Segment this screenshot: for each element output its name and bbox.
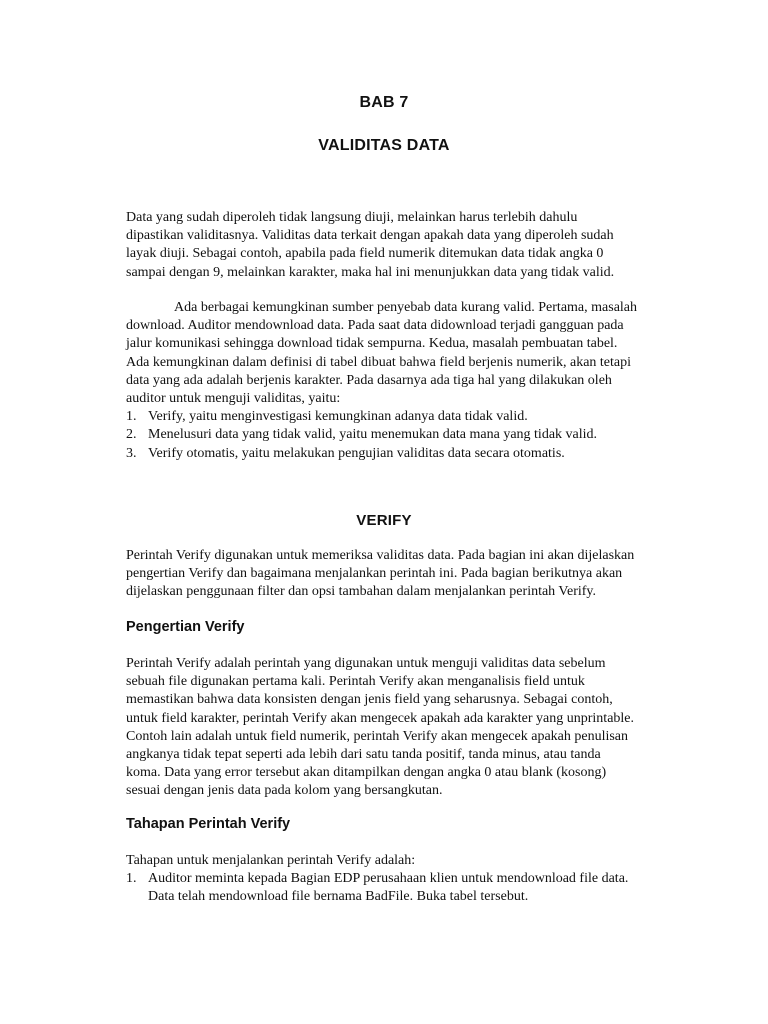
paragraph-line: Perintah Verify adalah perintah yang digunakan untuk menguji validitas data sebelum [126,656,606,671]
paragraph-line: data yang ada adalah berjenis karakter. Pada dasarnya ada tiga hal yang dilakukan oleh [126,372,612,388]
paragraph-line: jalur komunikasi sehingga download tidak sempurna. Kedua, masalah pembuatan tabel. [126,336,618,352]
pengertian-paragraph [126,655,654,801]
list-number: 3. [126,445,137,461]
paragraph-line: Ada kemungkinan dalam definisi di tabel dibuat bahwa field berjenis numerik, akan tetapi [126,354,632,370]
paragraph-line: sampai dengan 9, melainkan karakter, maka hal ini menunjukkan data yang tidak valid. [126,264,615,280]
paragraph-line: Perintah Verify digunakan untuk memeriksa validitas data. Pada bagian ini akan dijelaskan [126,548,635,563]
list-number: 2. [126,427,137,443]
section-heading-verify: VERIFY [356,512,412,529]
paragraph-line: download. Auditor mendownload data. Pada saat data didownload terjadi gangguan pada [126,318,624,334]
paragraph-line: sesuai dengan jenis data pada kolom yang bersangkutan. [126,783,443,799]
chapter-number: BAB 7 [359,94,409,111]
paragraph-line: pengertian Verify dan bagaimana menjalankan perintah ini. Pada bagian berikutnya akan [126,566,623,582]
paragraph-line: memastikan bahwa data konsisten dengan jenis field yang seharusnya. Sebagai contoh, [126,692,613,708]
list-number: 1. [126,409,137,425]
list-text: Verify otomatis, yaitu melakukan pengujian validitas data secara otomatis. [148,445,565,461]
tahapan-paragraph [126,852,654,907]
intro-paragraph [126,209,654,282]
list-item [126,445,654,463]
paragraph-line: untuk field karakter, perintah Verify akan mengecek apakah ada karakter yang unprintable. [126,710,635,726]
paragraph-line: Contoh lain adalah untuk field numerik, perintah Verify akan mengecek apakah penulisan [126,728,629,744]
list-item-continuation: Data telah mendownload file bernama BadFile. Buka tabel tersebut. [148,889,529,905]
list-item [126,870,654,888]
causes-paragraph [126,299,654,463]
list-text: Verify, yaitu menginvestigasi kemungkinan adanya data tidak valid. [148,409,528,425]
paragraph-line: layak diuji. Sebagai contoh, apabila pada field numerik ditemukan data tidak angka 0 [126,246,604,262]
paragraph-line: Tahapan untuk menjalankan perintah Verify adalah: [126,853,416,868]
verify-paragraph [126,547,654,602]
paragraph-line: dijelaskan penggunaan filter dan opsi tambahan dalam menjalankan perintah Verify. [126,584,597,600]
list-item [126,426,654,444]
list-text: Auditor meminta kepada Bagian EDP perusahaan klien untuk mendownload file data. [148,871,629,887]
paragraph-line: koma. Data yang error tersebut akan ditampilkan dengan angka 0 atau blank (kosong) [126,765,607,781]
paragraph-line: dipastikan validitasnya. Validitas data terkait dengan apakah data yang diperoleh sudah [126,228,614,244]
list-number: 1. [126,871,137,887]
paragraph-line: auditor untuk menguji validitas, yaitu: [126,391,341,407]
chapter-title: VALIDITAS DATA [318,137,450,154]
list-item [126,408,654,426]
paragraph-line: angkanya tidak tepat seperti ada lebih dari satu tanda positif, tanda minus, atau tanda [126,747,601,763]
paragraph-line: Data yang sudah diperoleh tidak langsung diuji, melainkan harus terlebih dahulu [126,210,578,225]
subheading-pengertian: Pengertian Verify [126,619,245,635]
list-text: Menelusuri data yang tidak valid, yaitu menemukan data mana yang tidak valid. [148,427,598,443]
paragraph-line: sebuah file digunakan pertama kali. Perintah Verify akan menganalisis field untuk [126,674,585,690]
paragraph-line: Ada berbagai kemungkinan sumber penyebab data kurang valid. Pertama, masalah [174,300,638,315]
subheading-tahapan: Tahapan Perintah Verify [126,816,291,832]
